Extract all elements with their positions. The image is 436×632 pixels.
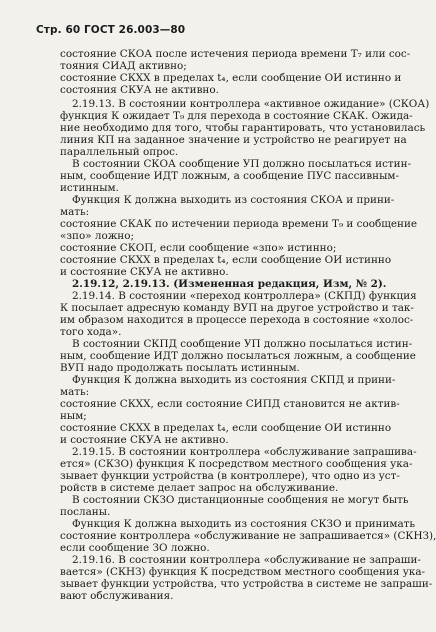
text-line: 2.19.12, 2.19.13. (Измененная редакция, Изм, № 2).	[72, 278, 387, 290]
text-line: зывает функции устройства (в контроллере), что одно из уст-	[60, 470, 400, 482]
text-line: мать:	[60, 206, 90, 218]
text-line: вается» (СКНЗ) функция К посредством местного сообщения ука-	[60, 566, 426, 578]
text-line: линия КП на заданное значение и устройство не реагирует на	[60, 134, 407, 146]
text-line: 2.19.14. В состоянии «переход контроллера» (СКПД) функция	[72, 290, 417, 302]
text-line: Функция К должна выходить из состояния СКОА и прини-	[72, 194, 395, 206]
text-line: В состоянии СКПД сообщение УП должно посылаться истин-	[72, 338, 413, 350]
text-line: состояние СКХХ в пределах t₄, если сообщение ОИ истинно и	[60, 72, 402, 84]
text-line: состояния СКУА не активно.	[60, 84, 219, 96]
text-line: им образом находится в процессе перехода в состояние «холос-	[60, 314, 414, 326]
text-line: состояние СКАК по истечении периода времени T₉ и сообщение	[60, 218, 418, 230]
text-line: состояние контроллера «обслуживание не запрашивается» (СКНЗ),	[60, 530, 436, 542]
text-line: 2.19.16. В состоянии контроллера «обслуживание не запраши-	[72, 554, 421, 566]
text-line: состояние СКХХ, если состояние СИПД становится не актив-	[60, 398, 400, 410]
text-line: состояние СКХХ в пределах t₄, если сообщение ОИ истинно	[60, 254, 392, 266]
text-line: ется» (СКЗО) функция К посредством местного сообщения ука-	[60, 458, 413, 470]
text-line: и состояние СКУА не активно.	[60, 266, 229, 278]
text-line: если сообщение ЗО ложно.	[60, 542, 210, 554]
text-line: 2.19.13. В состоянии контроллера «активное ожидание» (СКОА)	[72, 98, 430, 110]
text-line: мать:	[60, 386, 90, 398]
text-line: Функция К должна выходить из состояния СКПД и прини-	[72, 374, 396, 386]
text-line: и состояние СКУА не активно.	[60, 434, 229, 446]
text-line: состояние СКОА после истечения периода времени T₇ или сос-	[60, 48, 411, 60]
text-line: ВУП надо продолжать посылать истинным.	[60, 362, 300, 374]
text-line: 2.19.15. В состоянии контроллера «обслуживание запрашива-	[72, 446, 417, 458]
text-line: ным, сообщение ИДТ ложным, а сообщение ПУС пассивным-	[60, 170, 399, 182]
text-line: тояния СИАД активно;	[60, 60, 187, 72]
text-line: зывает функции устройства, что устройства в системе не запраши-	[60, 578, 433, 590]
text-line: К посылает адресную команду ВУП на другое устройство и так-	[60, 302, 414, 314]
text-line: «зпо» ложно;	[60, 230, 134, 242]
text-line: ройств в системе делает запрос на обслуживание.	[60, 482, 339, 494]
text-line: ние необходимо для того, чтобы гарантировать, что установилась	[60, 122, 426, 134]
text-line: ным;	[60, 410, 87, 422]
text-line: посланы.	[60, 506, 111, 518]
text-line: параллельный опрос.	[60, 146, 179, 158]
text-line: ным, сообщение ИДТ должно посылаться ложным, а сообщение	[60, 350, 416, 362]
text-line: Функция К должна выходить из состояния СКЗО и принимать	[72, 518, 416, 530]
text-line: В состоянии СКОА сообщение УП должно посылаться истин-	[72, 158, 412, 170]
text-line: того хода».	[60, 326, 122, 338]
text-line: функция К ожидает T₉ для перехода в состояние СКАК. Ожида-	[60, 110, 413, 122]
text-line: состояние СКХХ в пределах t₄, если сообщение ОИ истинно	[60, 422, 392, 434]
text-line: состояние СКОП, если сообщение «зпо» истинно;	[60, 242, 337, 254]
text-line: истинным.	[60, 182, 119, 194]
text-line: вают обслуживания.	[60, 590, 174, 602]
page-header: Стр. 60 ГОСТ 26.003—80	[36, 24, 186, 36]
text-line: В состоянии СКЗО дистанционные сообщения не могут быть	[72, 494, 409, 506]
